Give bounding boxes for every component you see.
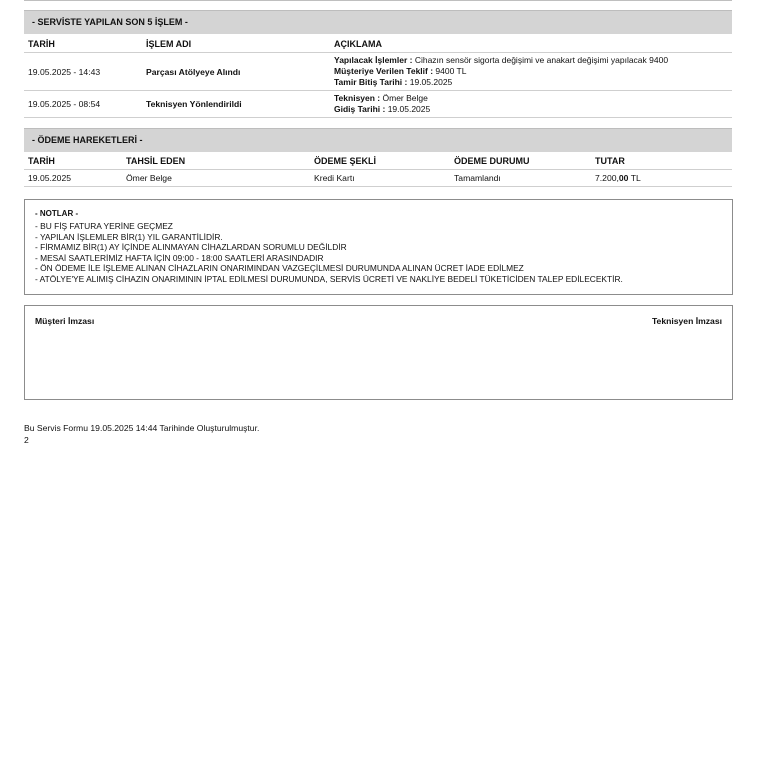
amount-main: 7.200, — [595, 173, 619, 183]
header-description: AÇIKLAMA — [334, 39, 382, 49]
note-line: - MESAİ SAATLERİMİZ HAFTA İÇİN 09:00 - 18:00 SAATLERİ ARASINDADIR — [35, 252, 324, 263]
service-table-header — [24, 37, 732, 53]
top-divider — [24, 0, 732, 1]
row-date: 19.05.2025 - 14:43 — [28, 67, 101, 77]
header-date: TARİH — [28, 39, 55, 49]
note-line: - YAPILAN İŞLEMLER BİR(1) YIL GARANTİLİDİR. — [35, 231, 223, 242]
notes-title: - NOTLAR - — [35, 209, 79, 218]
desc-value: 19.05.2025 — [385, 104, 431, 114]
payment-method: Kredi Kartı — [314, 173, 355, 183]
payment-status: Tamamlandı — [454, 173, 501, 183]
amount-decimal: 00 — [618, 173, 629, 183]
row-operation: Teknisyen Yönlendirildi — [146, 99, 242, 109]
desc-label: Tamir Bitiş Tarihi : — [334, 77, 408, 87]
notes-box — [24, 199, 733, 295]
table-row — [24, 53, 732, 91]
header-date: TARİH — [28, 156, 55, 166]
row-operation: Parçası Atölyeye Alındı — [146, 67, 241, 77]
payment-table-header — [24, 154, 732, 170]
desc-value: Ömer Belge — [380, 93, 428, 103]
note-line: - FİRMAMIZ BİR(1) AY İÇİNDE ALINMAYAN CİHAZLARDAN SORUMLU DEĞİLDİR — [35, 242, 347, 252]
note-line: - ATÖLYE'YE ALIMIŞ CİHAZIN ONARIMININ İPTAL EDİLMESİ DURUMUNDA, SERVİS ÜCRETİ VE NAKLİYE BEDELİ TÜKETİCİDEN TALEP EDİLECEKTİR. — [35, 273, 623, 284]
note-line: - BU FİŞ FATURA YERİNE GEÇMEZ — [35, 221, 173, 231]
technician-signature-label: Teknisyen İmzası — [651, 316, 722, 326]
note-line: - ÖN ÖDEME İLE İŞLEME ALINAN CİHAZLARIN ONARIMINDAN VAZGEÇİLMESİ DURUMUNDA ALINAN ÜCRET İADE EDİLMEZ — [35, 263, 524, 273]
header-operation: İŞLEM ADI — [146, 39, 192, 49]
customer-signature-label: Müşteri İmzası — [35, 316, 95, 326]
header-status: ÖDEME DURUMU — [454, 156, 530, 166]
desc-label: Müşteriye Verilen Teklif : — [334, 66, 434, 76]
service-section-title: - SERVİSTE YAPILAN SON 5 İŞLEM - — [24, 10, 732, 34]
payment-section-title: - ÖDEME HAREKETLERİ - — [24, 128, 732, 152]
generated-note: Bu Servis Formu 19.05.2025 14:44 Tarihinde Oluşturulmuştur. — [24, 423, 260, 433]
payment-amount — [595, 173, 641, 183]
desc-label: Yapılacak İşlemler : — [334, 55, 413, 65]
header-amount: TUTAR — [595, 156, 625, 166]
table-row — [24, 91, 732, 118]
desc-value: 19.05.2025 — [407, 77, 453, 87]
amount-currency: TL — [628, 173, 641, 183]
row-description — [334, 55, 668, 88]
page-number: 2 — [24, 435, 29, 445]
desc-value: 9400 TL — [433, 66, 467, 76]
header-collector: TAHSİL EDEN — [126, 156, 186, 166]
header-method: ÖDEME ŞEKLİ — [314, 156, 377, 166]
row-date: 19.05.2025 - 08:54 — [28, 99, 101, 109]
row-description — [334, 93, 430, 115]
payment-date: 19.05.2025 — [28, 173, 72, 183]
desc-label: Teknisyen : — [334, 93, 381, 103]
desc-value: Cihazın sensör sigorta değişimi ve anakart değişimi yapılacak 9400 — [412, 55, 669, 65]
desc-label: Gidiş Tarihi : — [334, 104, 386, 114]
payment-collector: Ömer Belge — [126, 173, 172, 183]
table-row — [24, 170, 732, 187]
signature-box — [24, 305, 733, 400]
